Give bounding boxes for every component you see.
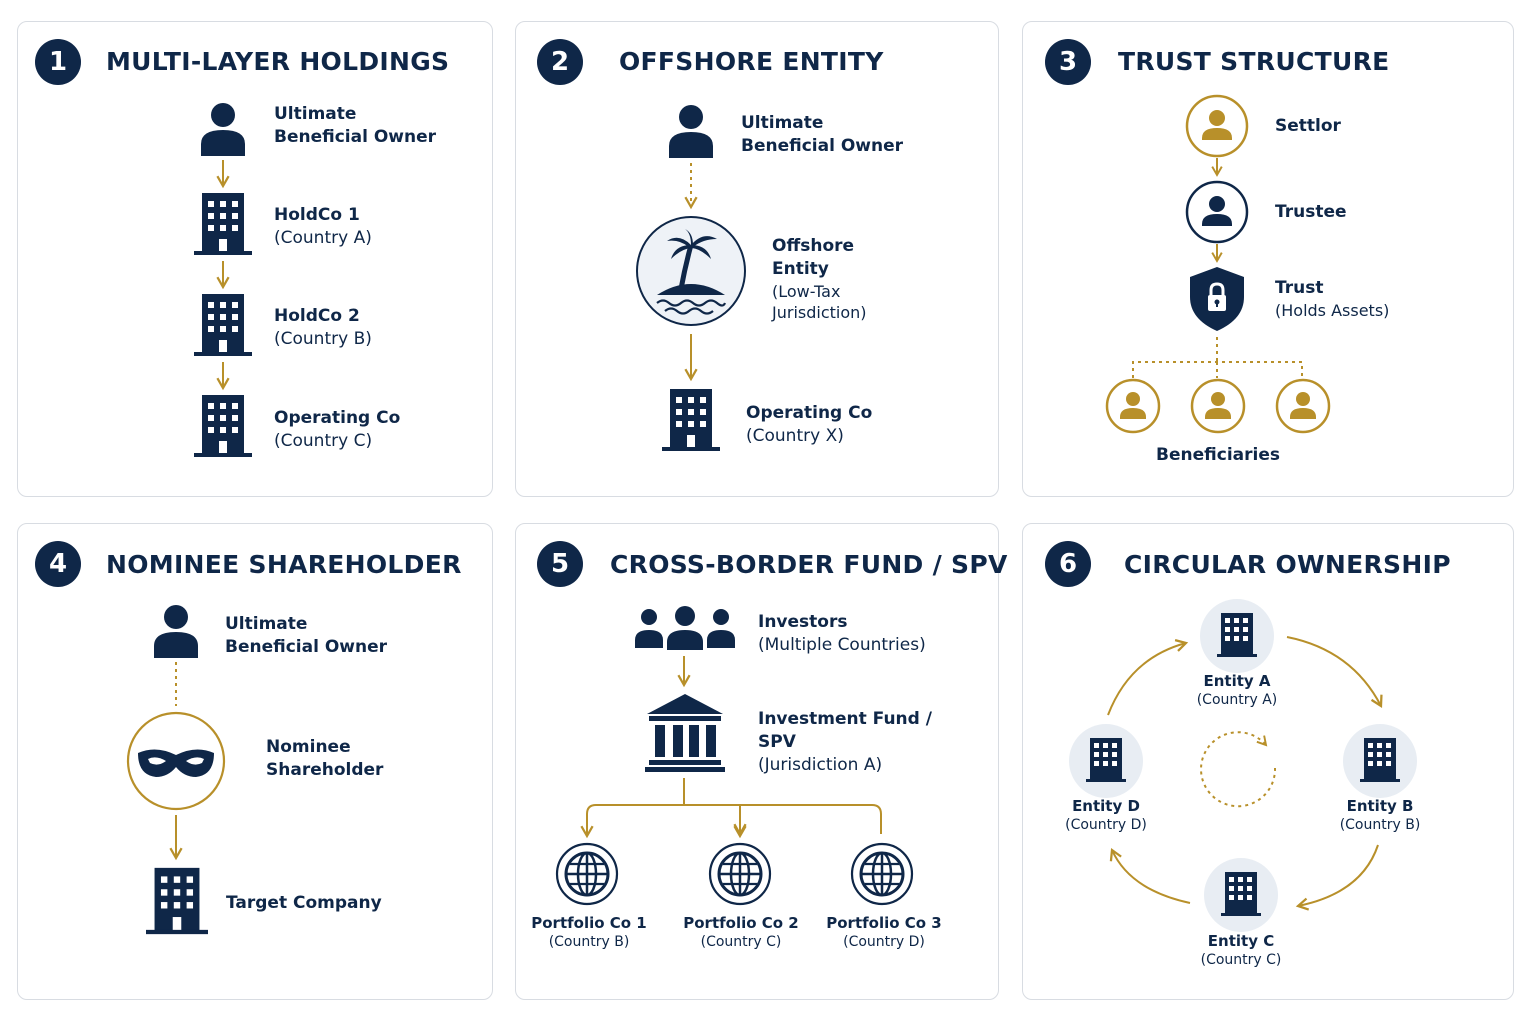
settlor-label: Settlor: [1275, 116, 1341, 136]
offshore-entity-label: Offshore Entity (Low-Tax Jurisdiction): [772, 236, 867, 322]
person-icon: [199, 102, 247, 156]
investors-label: Investors (Multiple Countries): [758, 612, 926, 655]
ubo-label: Ultimate Beneficial Owner: [225, 614, 388, 657]
group-icon: [635, 606, 735, 652]
nominee-shareholder-label: Nominee Shareholder: [266, 737, 384, 780]
trustee-person-circle-icon: [1185, 180, 1249, 244]
panel-3-number-badge: 3: [1045, 39, 1091, 85]
entity-c-label: Entity C (Country C): [1200, 932, 1282, 968]
holdco2-label: HoldCo 2 (Country B): [274, 306, 372, 349]
holdco1-label: HoldCo 1 (Country A): [274, 205, 372, 248]
panel-4-title: NOMINEE SHAREHOLDER: [106, 550, 462, 579]
building-icon: [146, 866, 208, 936]
globe-icon: [555, 842, 619, 906]
arc-c-to-d: [1112, 850, 1190, 903]
trust-label: Trust (Holds Assets): [1275, 278, 1390, 320]
shield-lock-icon: [1188, 265, 1246, 333]
panel-5-number-badge: 5: [537, 541, 583, 587]
palm-island-icon: [635, 215, 747, 327]
building-icon: [662, 388, 720, 452]
arc-d-to-a: [1108, 643, 1186, 715]
entity-d-building-icon: [1068, 723, 1144, 799]
person-icon: [667, 104, 715, 158]
bank-icon: [645, 692, 725, 772]
trustee-label: Trustee: [1275, 202, 1347, 222]
dotted-circular-loop: [1201, 732, 1275, 806]
entity-b-building-icon: [1342, 723, 1418, 799]
panel-2-number-badge: 2: [537, 39, 583, 85]
branch-fund-to-portfolio: [587, 778, 881, 834]
ubo-label: Ultimate Beneficial Owner: [741, 113, 904, 156]
beneficiaries-label: Beneficiaries: [1156, 445, 1280, 465]
portfolio-co-3-label: Portfolio Co 3 (Country D): [826, 914, 942, 950]
portfolio-co-2-label: Portfolio Co 2 (Country C): [683, 914, 799, 950]
entity-a-label: Entity A (Country A): [1196, 672, 1278, 708]
panel-6-title: CIRCULAR OWNERSHIP: [1124, 550, 1451, 579]
dotted-trust-to-beneficiaries: [1133, 337, 1302, 378]
entity-d-label: Entity D (Country D): [1065, 797, 1147, 833]
panel-2-title: OFFSHORE ENTITY: [619, 47, 884, 76]
panel-6-number-badge: 6: [1045, 541, 1091, 587]
globe-icon: [708, 842, 772, 906]
beneficiary-icon: [1275, 378, 1331, 434]
arc-b-to-c: [1298, 845, 1378, 906]
target-company-label: Target Company: [226, 893, 382, 913]
building-icon: [194, 193, 252, 255]
beneficiary-icon: [1190, 378, 1246, 434]
panel-3-title: TRUST STRUCTURE: [1118, 47, 1390, 76]
mask-icon: [126, 711, 226, 811]
entity-a-building-icon: [1199, 598, 1275, 674]
operating-co-label: Operating Co (Country C): [274, 408, 401, 451]
person-icon: [152, 604, 200, 658]
building-icon: [194, 395, 252, 457]
globe-icon: [850, 842, 914, 906]
investment-fund-label: Investment Fund / SPV (Jurisdiction A): [758, 709, 932, 775]
ubo-label: Ultimate Beneficial Owner: [274, 104, 437, 147]
settlor-person-circle-icon: [1185, 94, 1249, 158]
beneficiary-icon: [1105, 378, 1161, 434]
panel-1-title: MULTI-LAYER HOLDINGS: [106, 47, 450, 76]
panel-1-number-badge: 1: [35, 39, 81, 85]
operating-co-label: Operating Co (Country X): [746, 403, 873, 446]
entity-b-label: Entity B (Country B): [1339, 797, 1421, 833]
entity-c-building-icon: [1203, 857, 1279, 933]
portfolio-co-1-label: Portfolio Co 1 (Country B): [531, 914, 647, 950]
arc-a-to-b: [1287, 637, 1381, 706]
building-icon: [194, 294, 252, 356]
panel-4-number-badge: 4: [35, 541, 81, 587]
panel-5-title: CROSS-BORDER FUND / SPV: [610, 550, 1008, 579]
